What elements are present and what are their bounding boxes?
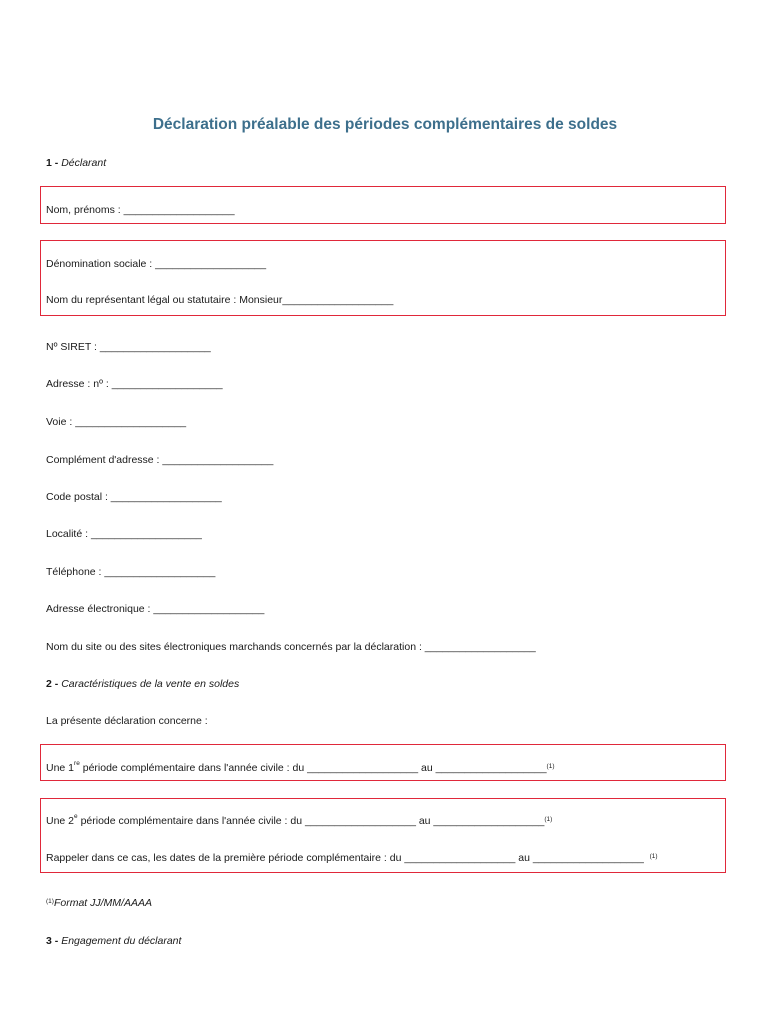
field-localite[interactable]: Localité : ___________________ bbox=[46, 528, 202, 540]
footnote bbox=[46, 897, 152, 909]
footnote-mark: (1) bbox=[46, 898, 54, 905]
rappel-note: (1) bbox=[649, 853, 658, 860]
periode-1-text: période complémentaire dans l'année civile : du ___________________ au ___________________ bbox=[79, 762, 547, 774]
periode-2-note: (1) bbox=[544, 816, 553, 823]
section-3-label: Engagement du déclarant bbox=[61, 935, 182, 947]
section-1-number: 1 - bbox=[46, 157, 59, 169]
field-siret[interactable]: Nº SIRET : ___________________ bbox=[46, 341, 211, 353]
field-periode-1[interactable] bbox=[46, 762, 555, 774]
field-periode-2[interactable] bbox=[46, 815, 552, 827]
section-1-heading bbox=[46, 157, 106, 169]
periode-2-prefix: Une 2 bbox=[46, 815, 75, 827]
field-rappel-periode[interactable] bbox=[46, 852, 658, 864]
periode-2-sup: e bbox=[74, 813, 78, 820]
periode-1-prefix: Une 1 bbox=[46, 762, 75, 774]
field-voie[interactable]: Voie : ___________________ bbox=[46, 416, 187, 428]
field-email[interactable]: Adresse électronique : ___________________ bbox=[46, 603, 265, 615]
section-2-number: 2 - bbox=[46, 678, 59, 690]
section-3-number: 3 - bbox=[46, 935, 59, 947]
periode-1-sup: re bbox=[74, 760, 80, 767]
field-telephone[interactable]: Téléphone : ___________________ bbox=[46, 566, 216, 578]
section-1-label: Déclarant bbox=[61, 157, 107, 169]
field-sites-marchands[interactable]: Nom du site ou des sites électroniques marchands concernés par la déclaration : ___________________ bbox=[46, 641, 536, 653]
field-complement-adresse[interactable]: Complément d'adresse : ___________________ bbox=[46, 454, 274, 466]
section-2-heading bbox=[46, 678, 239, 690]
section-3-heading bbox=[46, 935, 181, 947]
field-nom-prenoms[interactable]: Nom, prénoms : ___________________ bbox=[46, 204, 235, 216]
page-title: Déclaration préalable des périodes complémentaires de soldes bbox=[152, 116, 618, 133]
field-denomination[interactable]: Dénomination sociale : ___________________ bbox=[46, 258, 267, 270]
rappel-text: Rappeler dans ce cas, les dates de la première période complémentaire : du ___________________ au ___________________ bbox=[46, 852, 644, 864]
footnote-text: Format JJ/MM/AAAA bbox=[53, 897, 152, 909]
section-2-label: Caractéristiques de la vente en soldes bbox=[61, 678, 240, 690]
intro-text: La présente déclaration concerne : bbox=[46, 715, 208, 727]
field-adresse[interactable]: Adresse : nº : ___________________ bbox=[46, 378, 223, 390]
periode-1-note: (1) bbox=[546, 763, 555, 770]
field-code-postal[interactable]: Code postal : ___________________ bbox=[46, 491, 222, 503]
field-representant[interactable]: Nom du représentant légal ou statutaire : Monsieur___________________ bbox=[46, 294, 394, 306]
periode-2-text: période complémentaire dans l'année civile : du ___________________ au ___________________ bbox=[77, 815, 545, 827]
